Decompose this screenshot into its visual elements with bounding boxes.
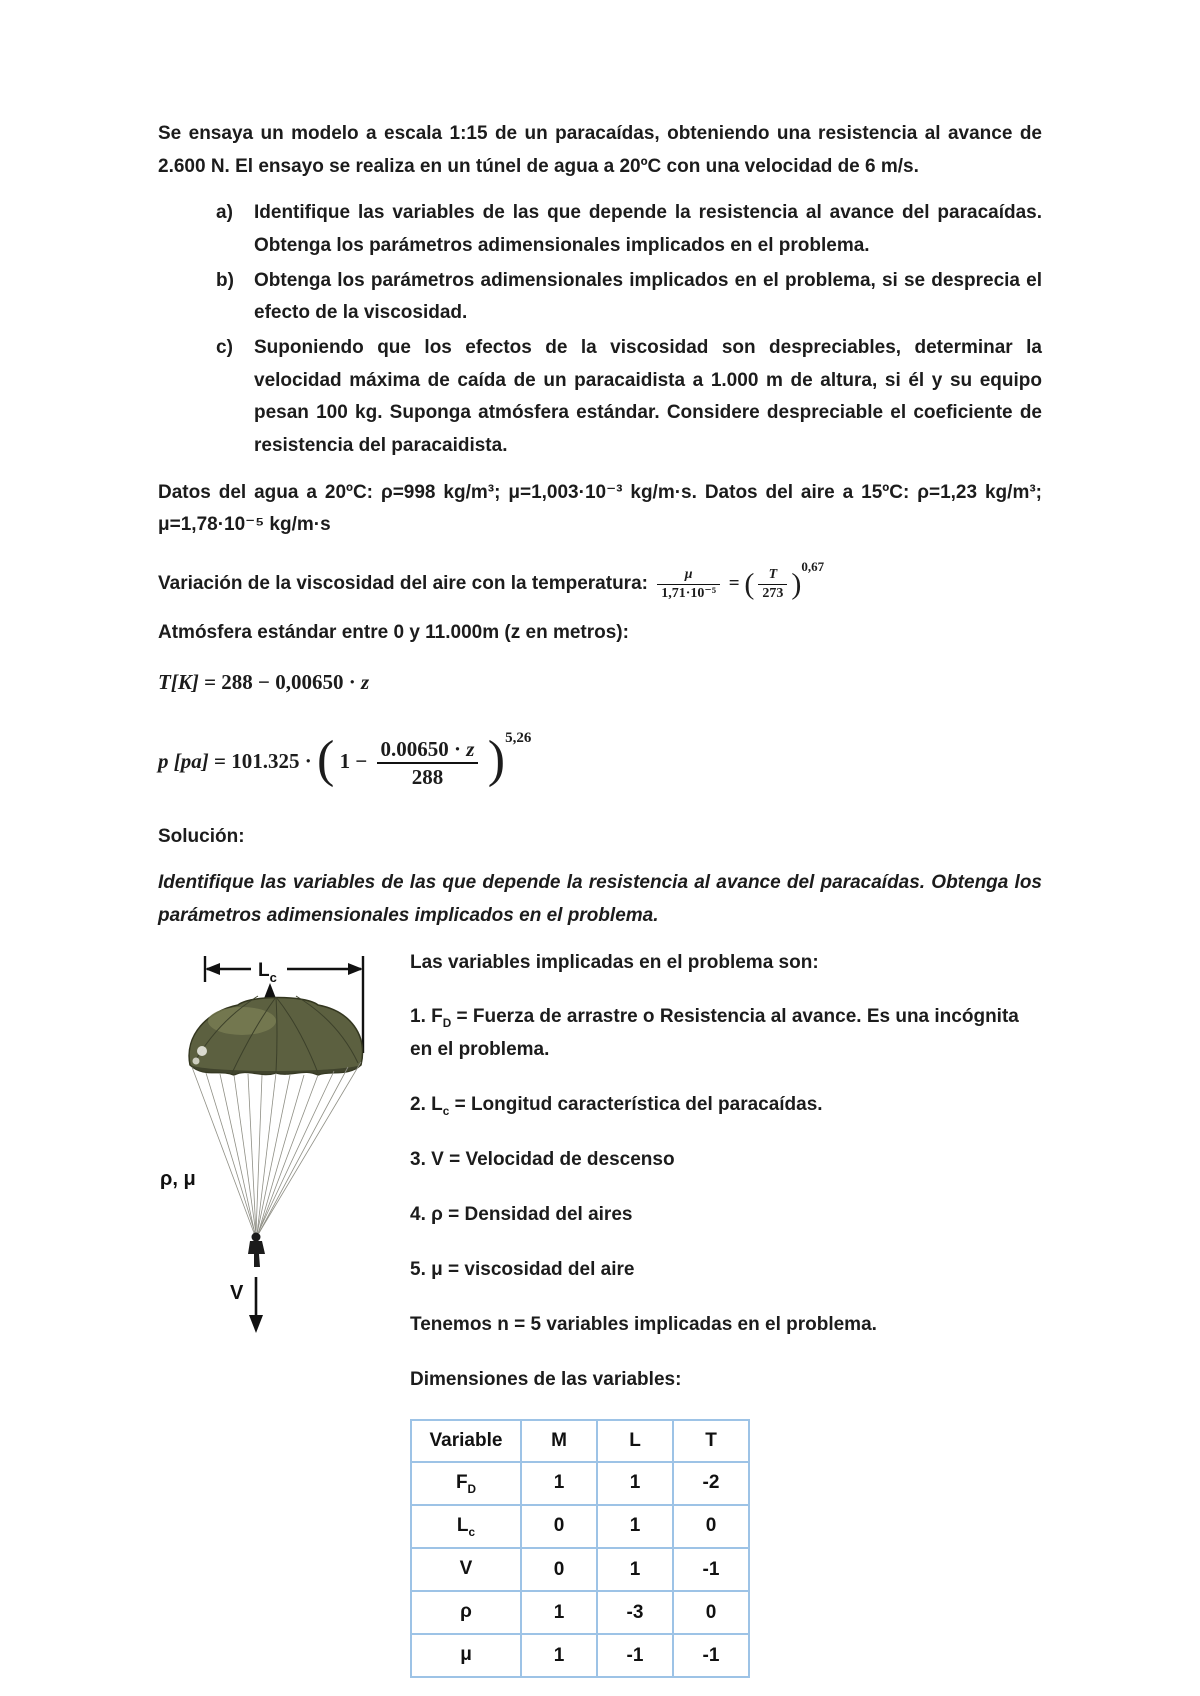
variable-cell: V (411, 1548, 521, 1591)
l-cell: 1 (597, 1505, 673, 1548)
column-header: M (521, 1420, 597, 1463)
viscosity-formula (653, 559, 825, 602)
exponent: 5,26 (505, 730, 532, 747)
p-expression: = 101.325 · (208, 749, 317, 774)
variables-list (410, 1001, 1042, 1287)
v-arrowhead-icon (249, 1315, 263, 1333)
fraction-numerator: μ (657, 566, 720, 585)
fraction-denominator: 273 (762, 586, 784, 602)
t-cell: -2 (673, 1462, 749, 1505)
left-arrowhead-icon (205, 963, 220, 975)
viscosity-label: Variación de la viscosidad del aire con la temperatura: (158, 573, 648, 595)
variables-column (400, 947, 1042, 1679)
temperature-fraction (758, 566, 787, 603)
lc-label: $L_c$ (258, 959, 277, 985)
list-item-label: a) (216, 202, 233, 224)
suspension-lines (192, 1062, 361, 1234)
t-cell: -1 (673, 1548, 749, 1591)
exponent: 0,67 (801, 559, 825, 575)
temperature-formula (158, 664, 1042, 700)
list-item-c (216, 332, 1042, 463)
list-item-text: Suponiendo que los efectos de la viscosidad son despreciables, determinar la velocidad máxima de caída de un paracaidista a 1.000 m de altura, si él y su equipo pesan 100 kg. Suponga atmósfera estándar. Considere despreciable el coeficiente de resistencia del paracaidista. (254, 337, 1042, 457)
dimensions-table (410, 1419, 750, 1679)
parachute-figure (158, 947, 400, 1679)
variable-item: 2. $L_c$ = Longitud característica del paracaídas. (410, 1094, 823, 1118)
m-cell: 1 (521, 1591, 597, 1634)
variable-item: 3. V = Velocidad de descenso (410, 1149, 675, 1171)
variable-cell: ρ (411, 1591, 521, 1634)
list-item-b (216, 265, 1042, 330)
m-cell: 1 (521, 1634, 597, 1677)
variable-cell: μ (411, 1634, 521, 1677)
rho-mu-label: ρ, μ (160, 1167, 196, 1190)
column-header: L (597, 1420, 673, 1463)
close-paren: ) (791, 567, 802, 601)
pressure-fraction (377, 736, 479, 791)
table-row (411, 1634, 749, 1677)
right-arrowhead-icon (348, 963, 363, 975)
intro-paragraph: Se ensaya un modelo a escala 1:15 de un paracaídas, obteniendo una resistencia al avance de 2.600 N. El ensayo se realiza en un túnel de agua a 20ºC con una velocidad de 6 m/s. (158, 123, 1042, 177)
table-row (411, 1548, 749, 1591)
l-cell: -3 (597, 1591, 673, 1634)
list-item-text: Identifique las variables de las que depende la resistencia al avance del paracaídas. Obtenga los parámetros adimensionales implicados en el problema. (254, 202, 1042, 257)
data-paragraph: Datos del agua a 20ºC: ρ=998 kg/m³; μ=1,003·10⁻³ kg/m·s. Datos del aire a 15ºC: ρ=1,23 kg/m³; μ=1,78·10⁻⁵ kg/m·s (158, 481, 1042, 536)
one-minus: 1 − (339, 749, 368, 774)
parachute-figure-svg (158, 947, 400, 1359)
list-item-a (216, 197, 1042, 262)
close-paren: ) (487, 731, 506, 789)
l-cell: 1 (597, 1548, 673, 1591)
equals-sign: = (728, 573, 740, 595)
m-cell: 0 (521, 1548, 597, 1591)
column-header: Variable (411, 1420, 521, 1463)
column-header: T (673, 1420, 749, 1463)
viscosity-formula-line (158, 556, 1042, 603)
list-item-text: Obtenga los parámetros adimensionales implicados en el problema, si se desprecia el efecto de la viscosidad. (254, 269, 1042, 324)
variable-item: 4. ρ = Densidad del aires (410, 1204, 633, 1226)
l-cell: 1 (597, 1462, 673, 1505)
atmosphere-line: Atmósfera estándar entre 0 y 11.000m (z en metros): (158, 622, 629, 644)
variable-item: 5. μ = viscosidad del aire (410, 1259, 635, 1281)
variable-count-line: Tenemos n = 5 variables implicadas en el problema. (410, 1314, 877, 1336)
fraction-denominator: 1,71·10⁻⁵ (661, 586, 717, 602)
figure-and-variables-section (158, 947, 1042, 1679)
fraction-numerator: 0.00650 · z (377, 736, 479, 764)
t-cell: 0 (673, 1591, 749, 1634)
variable-cell: $L_c$ (411, 1505, 521, 1548)
table-row (411, 1462, 749, 1505)
parachutist-figure (248, 1232, 265, 1267)
p-variable: p [pa] (158, 749, 209, 774)
variable-cell: $F_D$ (411, 1462, 521, 1505)
list-item-label: b) (216, 269, 234, 291)
restatement-paragraph: Identifique las variables de las que depende la resistencia al avance del paracaídas. Obtenga los parámetros adimensionales implicados en el problema. (158, 872, 1042, 926)
fraction-numerator: T (758, 566, 787, 585)
open-paren: ( (744, 567, 755, 601)
viscosity-fraction (657, 566, 720, 603)
variable-item: 1. $F_D$ = Fuerza de arrastre o Resistencia al avance. Es una incógnita en el problema. (410, 1006, 1019, 1061)
dimensions-heading: Dimensiones de las variables: (410, 1368, 682, 1390)
t-cell: 0 (673, 1505, 749, 1548)
t-cell: -1 (673, 1634, 749, 1677)
parachute-canopy (189, 996, 362, 1075)
m-cell: 1 (521, 1462, 597, 1505)
t-expression: = 288 − 0,00650 · (198, 670, 362, 695)
l-cell: -1 (597, 1634, 673, 1677)
table-row (411, 1591, 749, 1634)
open-paren: ( (316, 731, 335, 789)
question-list (216, 197, 1042, 462)
solution-heading: Solución: (158, 825, 245, 847)
list-item-label: c) (216, 337, 233, 359)
z-variable: z (361, 670, 370, 695)
fraction-denominator: 288 (411, 765, 444, 790)
m-cell: 0 (521, 1505, 597, 1548)
pressure-formula (158, 726, 1042, 790)
table-row (411, 1505, 749, 1548)
t-variable: T[K] (158, 670, 199, 695)
v-label: V (230, 1281, 244, 1304)
table-header-row (411, 1420, 749, 1463)
variables-heading: Las variables implicadas en el problema son: (410, 951, 819, 973)
